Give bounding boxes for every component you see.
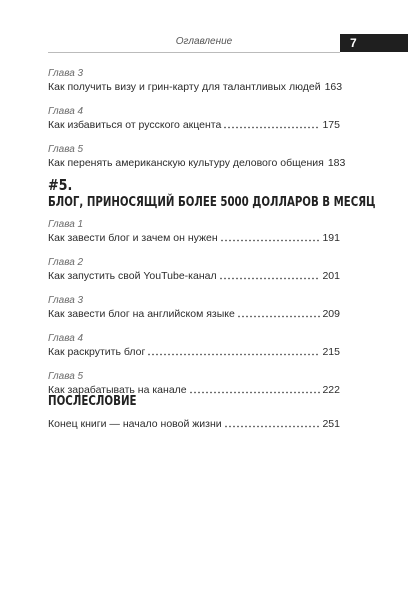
toc-section-afterword xyxy=(48,417,340,443)
toc-page-number: 183 xyxy=(327,157,346,169)
toc-entry xyxy=(48,417,340,431)
chapter-label: Глава 5 xyxy=(48,371,84,382)
toc-line xyxy=(48,345,340,359)
chapter-label: Глава 3 xyxy=(48,68,84,79)
toc-entry-title: Как запустить свой YouTube-канал xyxy=(48,270,217,282)
toc-entry-title: Как перенять американскую культуру делового общения xyxy=(48,157,324,169)
toc-page-number: 222 xyxy=(322,384,340,396)
header-divider xyxy=(48,52,340,53)
running-header: Оглавление xyxy=(175,36,233,47)
toc-entry xyxy=(48,257,340,283)
dot-leader xyxy=(147,353,320,356)
toc-page-number: 251 xyxy=(322,418,340,430)
toc-page-number: 209 xyxy=(322,308,340,320)
toc-entry-title: Как раскрутить блог xyxy=(48,346,146,358)
dot-leader xyxy=(220,239,321,242)
toc-entry-title: Как завести блог и зачем он нужен xyxy=(48,232,218,244)
afterword-heading: ПОСЛЕСЛОВИЕ xyxy=(48,393,137,409)
toc-entry-title: Конец книги — начало новой жизни xyxy=(48,418,222,430)
toc-entry-title: Как зарабатывать на канале xyxy=(48,384,187,396)
toc-page-number: 163 xyxy=(324,81,343,93)
part-number: #5. xyxy=(48,176,73,194)
toc-entry-title: Как избавиться от русского акцента xyxy=(48,119,222,131)
chapter-label: Глава 5 xyxy=(48,144,84,155)
toc-entry xyxy=(48,219,340,245)
dot-leader xyxy=(219,277,321,280)
toc-entry-title: Как получить визу и грин-карту для талантливых людей xyxy=(48,81,321,93)
toc-line xyxy=(48,231,340,245)
toc-entry xyxy=(48,295,340,321)
toc-page-number: 175 xyxy=(322,119,340,131)
dot-leader xyxy=(224,425,321,428)
toc-entry xyxy=(48,144,346,170)
chapter-label: Глава 4 xyxy=(48,333,84,344)
part-title: БЛОГ, ПРИНОСЯЩИЙ БОЛЕЕ 5000 ДОЛЛАРОВ В МЕСЯЦ xyxy=(48,194,376,210)
toc-line xyxy=(48,156,346,170)
toc-entry-title: Как завести блог на английском языке xyxy=(48,308,235,320)
toc-page-number: 191 xyxy=(322,232,340,244)
toc-line xyxy=(48,269,340,283)
toc-page-number: 201 xyxy=(322,270,340,282)
toc-line xyxy=(48,118,340,132)
toc-entry xyxy=(48,68,343,94)
toc-entry xyxy=(48,106,340,132)
toc-section-continued xyxy=(48,68,346,182)
toc-line xyxy=(48,80,343,94)
toc-line xyxy=(48,417,340,431)
toc-entry xyxy=(48,333,340,359)
chapter-label: Глава 4 xyxy=(48,106,84,117)
chapter-label: Глава 1 xyxy=(48,219,84,230)
dot-leader xyxy=(189,391,321,394)
page-number-tab: 7 xyxy=(340,34,408,52)
dot-leader xyxy=(237,315,321,318)
toc-section-part5 xyxy=(48,219,340,409)
toc-line xyxy=(48,307,340,321)
dot-leader xyxy=(223,126,320,129)
chapter-label: Глава 2 xyxy=(48,257,84,268)
chapter-label: Глава 3 xyxy=(48,295,84,306)
toc-page-number: 215 xyxy=(322,346,340,358)
